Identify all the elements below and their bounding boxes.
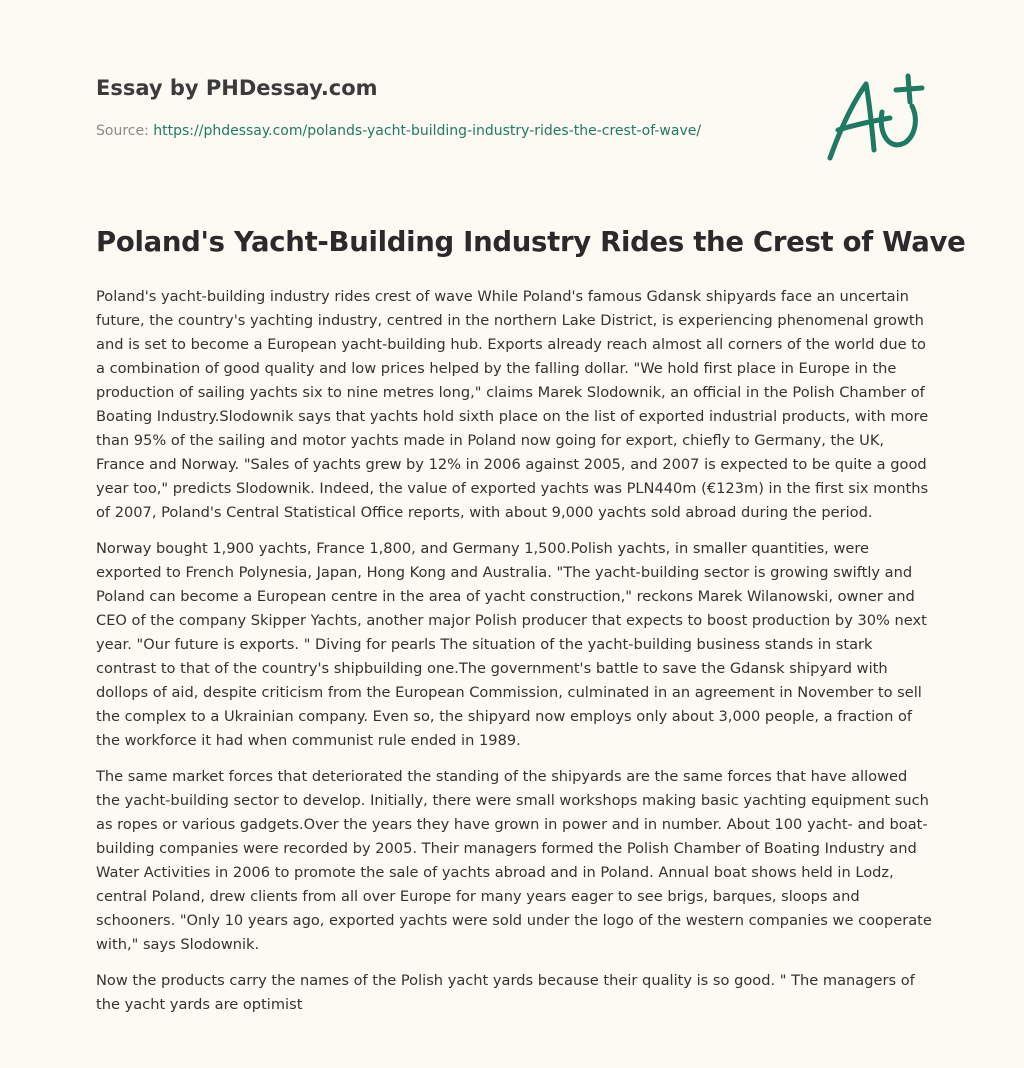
essay-body	[96, 285, 932, 1029]
source-label: Source:	[96, 123, 154, 139]
paragraph: Norway bought 1,900 yachts, France 1,800, and Germany 1,500.Polish yachts, in smaller quantities, were exported to French Polynesia, Japan, Hong Kong and Australia. "The yacht-building sector is growing swiftly and Poland can become a European centre in the area of yacht construction," reckons Marek Wilanowski, owner and CEO of the company Skipper Yachts, another major Polish producer that expects to boost production by 30% next year. "Our future is exports. " Diving for pearls The situation of the yacht-building business stands in stark contrast to that of the country's shipbuilding one.The government's battle to save the Gdansk shipyard with dollops of aid, despite criticism from the European Commission, culminated in an agreement in November to sell the complex to a Ukrainian company. Even so, the shipyard now employs only about 3,000 people, a fraction of the workforce it had when communist rule ended in 1989.	[96, 540, 927, 749]
paragraph: Now the products carry the names of the Polish yacht yards because their quality is so good. " The managers of the yacht yards are optimist	[96, 972, 915, 1013]
essay-page	[96, 0, 966, 1013]
paragraph: The same market forces that deteriorated the standing of the shipyards are the same forces that have allowed the yacht-building sector to develop. Initially, there were small workshops making basic yachting equipment such as ropes or various gadgets.Over the years they have grown in power and in number. About 100 yacht- and boat-building companies were recorded by 2005. Their managers formed the Polish Chamber of Boating Industry and Water Activities in 2006 to promote the sale of yachts abroad and in Poland. Annual boat shows held in Lodz, central Poland, drew clients from all over Europe for many years eager to see brigs, barques, sloops and schooners. "Only 10 years ago, exported yachts were sold under the logo of the western companies we cooperate with," says Slodownik.	[96, 768, 932, 953]
source-line	[96, 123, 701, 139]
source-link[interactable]: https://phdessay.com/polands-yacht-building-industry-rides-the-crest-of-wave/	[153, 123, 702, 139]
paragraph: Poland's yacht-building industry rides crest of wave While Poland's famous Gdansk shipyards face an uncertain future, the country's yachting industry, centred in the northern Lake District, is experiencing phenomenal growth and is set to become a European yacht-building hub. Exports already reach almost all corners of the world due to a combination of good quality and low prices helped by the falling dollar. "We hold first place in Europe in the production of sailing yachts six to nine metres long," claims Marek Slodownik, an official in the Polish Chamber of Boating Industry.Slodownik says that yachts hold sixth place on the list of exported industrial products, with more than 95% of the sailing and motor yachts made in Poland now going for export, chiefly to Germany, the UK, France and Norway. "Sales of yachts grew by 12% in 2006 against 2005, and 2007 is expected to be quite a good year too," predicts Slodownik. Indeed, the value of exported yachts was PLN440m (€123m) in the first six months of 2007, Poland's Central Statistical Office reports, with about 9,000 yachts sold abroad during the period.	[96, 288, 929, 521]
page-header	[96, 0, 928, 200]
essay-title: Poland's Yacht-Building Industry Rides the Crest of Wave	[96, 226, 966, 258]
a-plus-logo-icon	[824, 70, 928, 166]
site-brand: Essay by PHDessay.com	[96, 76, 378, 100]
